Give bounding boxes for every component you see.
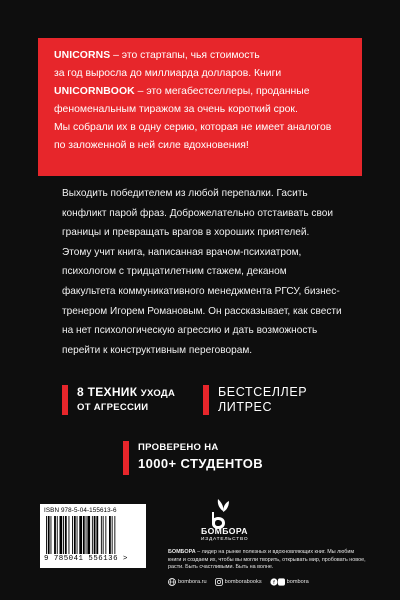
barcode-bar bbox=[109, 516, 111, 554]
publisher-subtitle: ИЗДАТЕЛЬСТВО bbox=[201, 537, 249, 542]
social-website[interactable] bbox=[168, 578, 207, 586]
intro-line-4: феноменальным тиражом за очень короткий срок. bbox=[54, 104, 298, 115]
social-instagram-label: bomborabooks bbox=[224, 579, 262, 585]
social-instagram[interactable] bbox=[215, 578, 262, 586]
badge-accent-bar bbox=[123, 441, 129, 475]
social-links bbox=[168, 577, 309, 587]
description-line: границы и превращать врагов в хороших приятелей. bbox=[62, 227, 310, 239]
barcode bbox=[40, 504, 146, 568]
tested-label: ПРОВЕРЕНО НА bbox=[138, 442, 219, 453]
badge-accent-bar bbox=[203, 385, 209, 415]
barcode-bar bbox=[105, 516, 106, 554]
description-line: факультета коммуникативного менеджмента РГСУ, бизнес- bbox=[62, 285, 340, 297]
social-other[interactable] bbox=[270, 578, 309, 586]
barcode-bar bbox=[46, 516, 47, 554]
barcode-bar bbox=[54, 516, 56, 554]
description-line: психологом с тридцатилетним стажем, деканом bbox=[62, 266, 287, 278]
barcode-bar bbox=[94, 516, 96, 554]
barcode-bar bbox=[87, 516, 90, 554]
barcode-digits: 9 785041 556136 > bbox=[44, 555, 128, 563]
instagram-icon bbox=[215, 578, 223, 586]
description-line: Выходить победителем из любой перепалки. Гасить bbox=[62, 188, 308, 199]
barcode-bar bbox=[77, 516, 78, 554]
barcode-bar bbox=[57, 516, 58, 554]
social-website-label: bombora.ru bbox=[178, 579, 207, 585]
brand-unicornbook: UNICORNBOOK bbox=[54, 86, 135, 97]
description-line: Этому учит книга, написанная врачом-психиатром, bbox=[62, 246, 302, 258]
publisher-description bbox=[168, 549, 368, 572]
barcode-bar bbox=[65, 516, 67, 554]
barcode-bar bbox=[48, 516, 50, 554]
barcode-bar bbox=[103, 516, 104, 554]
techniques-count: 8 ТЕХНИК bbox=[77, 385, 138, 399]
description-line: на нет психологическую агрессию и дать возможность bbox=[62, 325, 318, 337]
bestseller-label: БЕСТСЕЛЛЕР bbox=[218, 385, 308, 399]
description-line: тренером Игорем Романовым. Он рассказывает, как свести bbox=[62, 305, 342, 317]
barcode-bar bbox=[112, 516, 113, 554]
intro-line-3 bbox=[54, 83, 346, 101]
description-line: перейти к конструктивным переговорам. bbox=[62, 344, 253, 356]
techniques-badge bbox=[62, 385, 175, 415]
barcode-bar bbox=[60, 516, 63, 554]
globe-icon bbox=[168, 578, 176, 586]
intro-line-5: Мы собрали их в одну серию, которая не имеет аналогов bbox=[54, 122, 332, 133]
publisher-description-brand: БОМБОРА bbox=[168, 549, 196, 555]
barcode-bar bbox=[114, 516, 115, 554]
barcode-bar bbox=[51, 516, 52, 554]
description-text bbox=[62, 184, 362, 360]
isbn-number: ISBN 978-5-04-155613-6 bbox=[44, 507, 117, 514]
barcode-bar bbox=[72, 516, 73, 554]
svg-text:f: f bbox=[272, 579, 275, 586]
bestseller-badge bbox=[203, 385, 307, 415]
barcode-bar bbox=[69, 516, 70, 554]
social-other-label: bombora bbox=[286, 579, 309, 585]
badge-accent-bar bbox=[62, 385, 68, 415]
intro-line-2: за год выросла до миллиарда долларов. Книги bbox=[54, 68, 282, 79]
description-line: конфликт парой фраз. Доброжелательно отстаивать свои bbox=[62, 207, 333, 219]
intro-text-2: – это мегабестселлеры, проданные bbox=[134, 86, 310, 97]
barcode-bar bbox=[92, 516, 93, 554]
barcode-bar bbox=[63, 516, 64, 554]
intro-line-1 bbox=[54, 47, 346, 65]
barcode-bar bbox=[79, 516, 82, 554]
intro-red-block bbox=[38, 38, 362, 176]
intro-line-6: по заложенной в ней силе вдохновения! bbox=[54, 140, 249, 151]
publisher-description-text: – лидер на рынке полезных и вдохновляющих книг. Мы любим книги и создаем их, чтобы вы могли творить, открывать мир, пробовать новое, расти. Быть счастливыми. Быть на волне. bbox=[168, 549, 366, 571]
brand-unicorns: UNICORNS bbox=[54, 50, 111, 61]
barcode-bar bbox=[83, 516, 85, 554]
barcode-bar bbox=[86, 516, 87, 554]
barcode-bar bbox=[74, 516, 76, 554]
techniques-label: УХОДА bbox=[140, 388, 176, 399]
social-pair-icon bbox=[270, 578, 285, 586]
techniques-subtitle: ОТ АГРЕССИИ bbox=[77, 402, 149, 413]
barcode-bars bbox=[44, 516, 142, 554]
tested-count: 1000+ СТУДЕНТОВ bbox=[138, 456, 263, 471]
barcode-bar bbox=[96, 516, 98, 554]
barcode-bar bbox=[101, 516, 102, 554]
intro-text-1: – это стартапы, чья стоимость bbox=[110, 50, 260, 61]
tested-badge bbox=[123, 441, 263, 475]
publisher-name: БОМБОРА bbox=[201, 526, 248, 536]
bestseller-source: ЛИТРЕС bbox=[218, 399, 273, 414]
